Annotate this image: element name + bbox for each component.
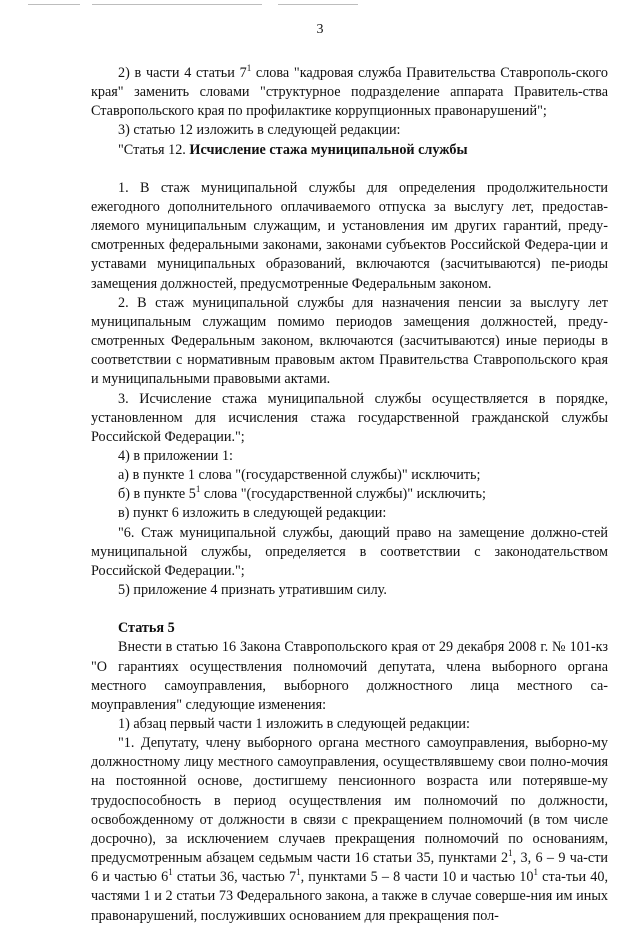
article-paragraph: "1. Депутату, члену выборного органа местного самоуправления, выборно-му должностному лицу местного самоуправления, осуществлявшему свои полно-мочия на постоянной основе, достигшему пенсионного возраста или потерявше-му трудоспособность в период осуществления им полномочий по должности, освобожденному от должности в связи с прекращением полномочий (в том числе досрочно), за исключением случаев прекращения полномочий по основаниям, предусмотренным абзацем седьмым части 16 статьи 35, пунктами $2^1$, 3, 6 – 9 ча-сти 6 и частью $6^1$ статьи 36, частью $7^1$, пунктами 5 – 8 части 10 и частью $10^1$ ста-тьи 40, частями 1 и 2 статьи 73 Федерального закона, а также в случае соверше-ния им иных правонарушений, послуживших основанием для прекращения пол- bbox=[91, 735, 609, 924]
article-paragraph: 3. Исчисление стажа муниципальной службы осуществляется в порядке, установленном для исчисления стажа государственной гражданской службы Российской Федерации."; bbox=[91, 390, 608, 445]
amendment-paragraph: б) в пункте $5^1$ слова "(государственной службы)" исключить; bbox=[118, 484, 486, 503]
amendment-paragraph: 3) статью 12 изложить в следующей редакции: bbox=[118, 122, 401, 139]
amendment-paragraph: "6. Стаж муниципальной службы, дающий право на замещение должно-стей муниципальной службы, определяется в соответствии с законодательством Российской Федерации."; bbox=[91, 524, 608, 579]
amendment-paragraph: 4) в приложении 1: bbox=[118, 447, 233, 464]
article-paragraph: Внести в статью 16 Закона Ставропольского края от 29 декабря 2008 г. № 101-кз "О гарантиях осуществления полномочий депутата, члена выборного органа местного самоуправления, выборного должностного лица местного са-моуправления" следующие изменения: bbox=[91, 639, 608, 713]
scan-artifact-line bbox=[92, 4, 262, 5]
article-5-heading: Статья 5 bbox=[118, 620, 175, 637]
amendment-paragraph: в) пункт 6 изложить в следующей редакции: bbox=[118, 505, 387, 522]
amendment-paragraph: 1) абзац первый части 1 изложить в следующей редакции: bbox=[118, 716, 470, 732]
article-paragraph: 2. В стаж муниципальной службы для назначения пенсии за выслугу лет муниципальным служащим помимо периодов замещения должностей, преду-смотренных Федеральным законом, включаются (засчитываются) иные периоды в соответствии с нормативным правовым актом Правительства Ставропольского края и муниципальными правовыми актами. bbox=[91, 294, 608, 388]
article-paragraph: 1. В стаж муниципальной службы для определения продолжительности ежегодного дополнительного оплачиваемого отпуска за выслугу лет, предостав-ляемого муниципальным служащим, и установления им других гарантий, преду-смотренных федеральными законами, законами субъектов Российской Федера-ции и уставами муниципальных образований, включаются (засчитываются) пе-риоды замещения должностей, предусмотренные Федеральным законом. bbox=[91, 179, 608, 292]
document-body bbox=[91, 64, 608, 926]
amendment-paragraph: 2) в части 4 статьи $7^1$ слова "кадровая служба Правительства Ставрополь-ского края" заменить словами "структурное подразделение аппарата Правитель-ства Ставропольского края по профилактике коррупционных правонарушений"; bbox=[91, 63, 608, 120]
amendment-paragraph: а) в пункте 1 слова "(государственной службы)" исключить; bbox=[118, 467, 481, 484]
article-12-heading: "Статья 12. Исчисление стажа муниципальной службы bbox=[118, 141, 468, 158]
page-number: 3 bbox=[316, 22, 324, 37]
scan-artifact-line bbox=[28, 4, 80, 5]
amendment-paragraph: 5) приложение 4 признать утратившим силу. bbox=[118, 582, 387, 599]
scan-artifact-line bbox=[278, 4, 358, 5]
